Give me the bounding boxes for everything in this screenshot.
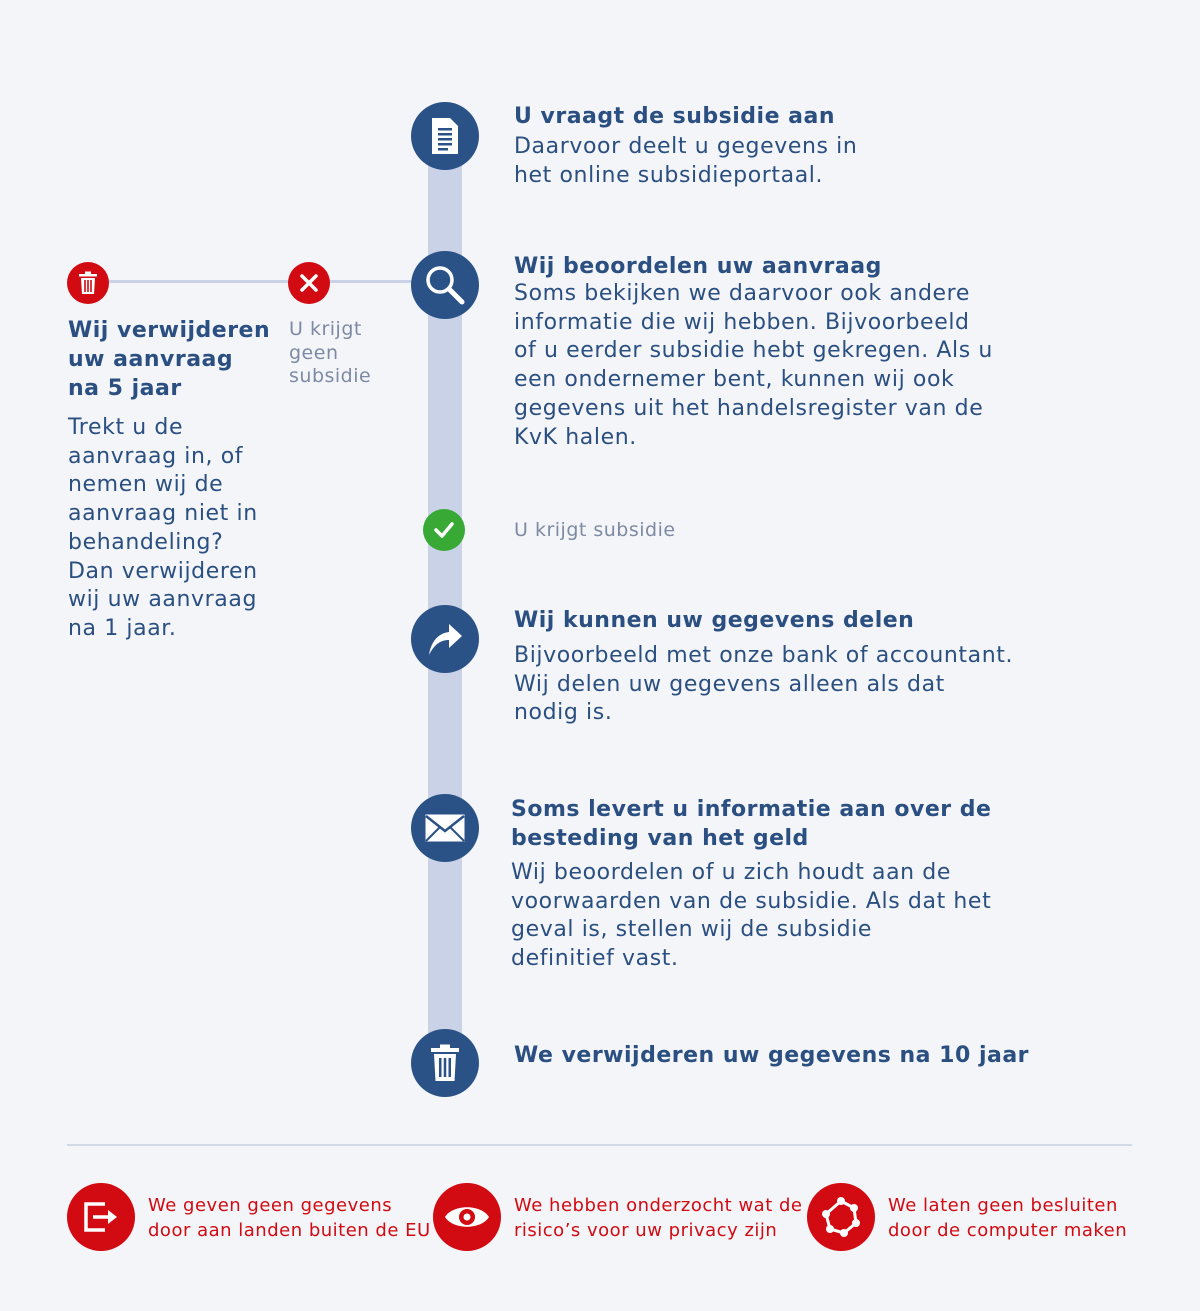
deletion-body-line: na 1 jaar. [68,615,177,641]
deletion-title [68,316,270,403]
step-2-body [514,280,993,452]
step-4-node [411,794,479,862]
step-4-body [511,859,991,974]
deletion-body-line: Dan verwijderen [68,558,258,584]
step-2-body-line: een ondernemer bent, kunnen wij ook [514,367,955,393]
deletion-title-line: na 5 jaar [68,376,182,401]
step-2-body-line: KvK halen. [514,424,637,450]
rejected-label-line: geen [289,341,339,364]
check-icon [433,521,455,539]
step-4-body-line: voorwaarden van de subsidie. Als dat het [511,888,992,914]
step-4-title-line: besteding van het geld [511,826,809,851]
envelope-icon [424,813,466,843]
step-3-body-line: Wij delen uw gegevens alleen als dat [514,671,945,697]
step-4-body-line: definitief vast. [511,946,679,972]
step-1-node [411,102,479,170]
search-icon [423,263,467,307]
deletion-body-line: aanvraag niet in [68,501,258,527]
step-4-title-line: Soms levert u informatie aan over de [511,797,992,822]
step-3-body [514,642,1013,728]
export-icon [83,1201,119,1233]
footer-text-export [148,1193,431,1243]
deletion-node [67,262,109,304]
rejected-label-line: U krijgt [289,318,362,340]
step-5-node [411,1029,479,1097]
deletion-body-line: nemen wij de [68,472,224,498]
step-3-body-line: Bijvoorbeeld met onze bank of accountant. [514,643,1014,668]
step-3-body-line: nodig is. [514,700,613,726]
step-5-title: We verwijderen uw gegevens na 10 jaar [514,1043,1030,1068]
footer-line: door de computer maken [888,1220,1128,1241]
rejected-label-line: subsidie [289,365,372,387]
cross-icon [299,273,319,293]
step-2-body-line: Soms bekijken we daarvoor ook andere [514,281,970,306]
step-2-title: Wij beoordelen uw aanvraag [514,254,882,279]
rejected-label [289,318,371,389]
share-arrow-icon [425,619,465,659]
step-4-body-line: geval is, stellen wij de subsidie [511,917,873,943]
eye-icon [443,1202,491,1232]
footer-divider [67,1144,1132,1146]
step-1-body [514,133,857,190]
footer-badge-export [67,1183,135,1251]
footer-badge-automation [807,1183,875,1251]
branch-line [90,280,420,283]
step-1-title: U vraagt de subsidie aan [514,104,836,129]
deletion-title-line: uw aanvraag [68,347,234,372]
rejected-node [288,262,330,304]
deletion-title-line: Wij verwijderen [68,318,271,343]
deletion-body [68,414,258,644]
step-1-body-line: Daarvoor deelt u gegevens in [514,134,858,159]
step-2-body-line: of u eerder subsidie hebt gekregen. Als u [514,338,993,364]
deletion-body-line: aanvraag in, of [68,443,244,469]
footer-text-automation [888,1193,1127,1243]
footer-line: We laten geen besluiten [888,1195,1118,1216]
deletion-body-line: wij uw aanvraag [68,587,258,613]
step-4-body-line: Wij beoordelen of u zich houdt aan de [511,860,952,885]
deletion-body-line: behandeling? [68,529,224,555]
step-3-node [411,605,479,673]
footer-line: We hebben onderzocht wat de [514,1195,803,1216]
step-3-title: Wij kunnen uw gegevens delen [514,608,915,633]
footer-badge-privacy [433,1183,501,1251]
approved-node [423,509,465,551]
footer-line: risico’s voor uw privacy zijn [514,1220,778,1241]
trash-icon [430,1044,460,1082]
network-icon [820,1196,862,1238]
deletion-body-line: Trekt u de [68,415,184,440]
trash-icon [78,271,98,295]
step-4-title [511,795,991,853]
footer-line: door aan landen buiten de EU [148,1220,431,1241]
step-2-body-line: informatie die wij hebben. Bijvoorbeeld [514,309,970,335]
step-2-node [411,251,479,319]
step-1-body-line: het online subsidieportaal. [514,162,824,188]
document-icon [430,116,460,156]
step-2-body-line: gegevens uit het handelsregister van de [514,395,984,421]
footer-line: We geven geen gegevens [148,1195,393,1216]
footer-text-privacy [514,1193,802,1243]
approved-label: U krijgt subsidie [514,519,676,541]
